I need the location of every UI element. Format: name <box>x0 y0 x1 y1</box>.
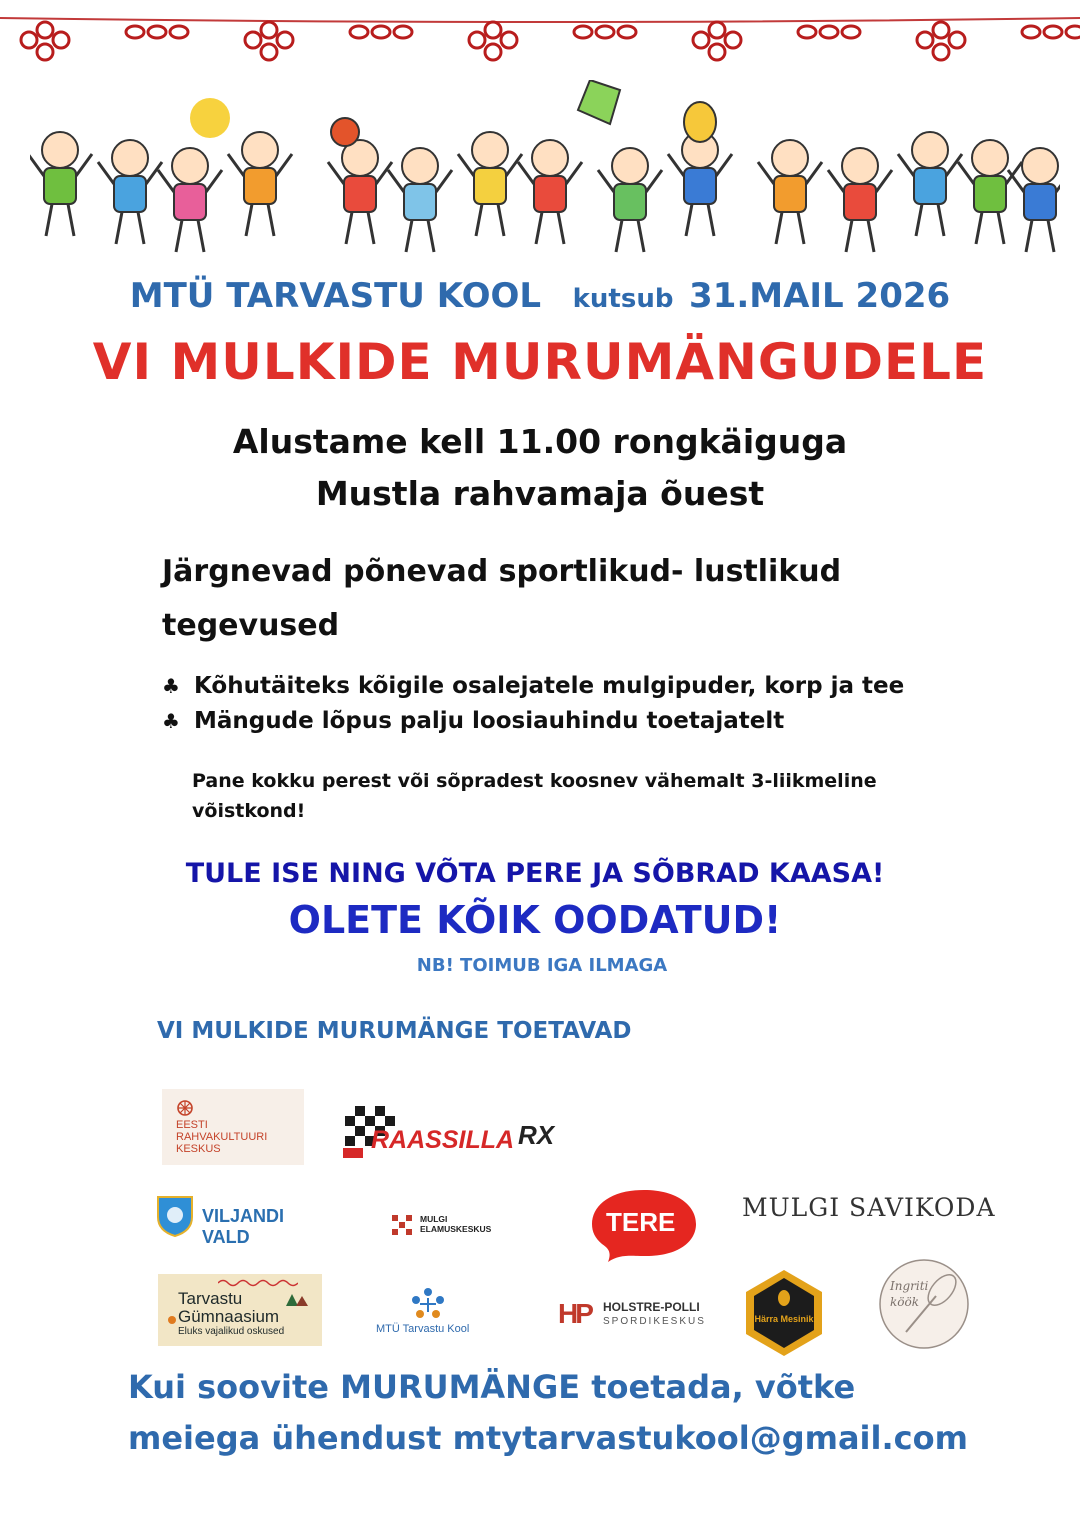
garland-ornament <box>917 22 965 60</box>
logo-text: ELAMUSKESKUS <box>420 1224 492 1234</box>
garland-ornament <box>798 26 860 38</box>
garland-ornament <box>126 26 188 38</box>
invites-word: kutsub <box>572 284 674 314</box>
start-time-line: Alustame kell 11.00 rongkäiguga <box>232 422 848 461</box>
logo-text: TERE <box>606 1207 676 1237</box>
logo-text: köök <box>890 1295 919 1309</box>
garland-ornament <box>245 22 293 60</box>
cartoon-kid <box>30 132 92 236</box>
logo-harra-mesinik <box>744 1268 824 1358</box>
list-item-text: Mängude lõpus palju loosiauhindu toetajatelt <box>194 708 785 734</box>
logo-text: MULGI <box>420 1214 448 1224</box>
cartoon-kid <box>1008 148 1060 252</box>
logo-mulgi-savikoda: MULGI SAVIKODA <box>742 1193 996 1222</box>
balloon-icon <box>684 102 716 142</box>
cartoon-kid <box>388 148 452 252</box>
logo-tere <box>590 1186 698 1266</box>
logo-mark: HP <box>558 1298 591 1329</box>
logo-raassilla-rx <box>343 1102 558 1162</box>
logo-text: VILJANDI VALD <box>202 1206 285 1247</box>
weather-note: NB! TOIMUB IGA ILMAGA <box>416 955 668 976</box>
logo-mulgi-elamuskeskus <box>388 1209 528 1243</box>
logo-holstre-polli <box>558 1296 718 1336</box>
logo-text: Härra Mesinik <box>754 1314 814 1324</box>
garland-ornament <box>469 22 517 60</box>
logo-text: Gümnaasium <box>178 1307 280 1326</box>
club-bullet-icon: ♣ <box>162 674 180 698</box>
event-headline: VI MULKIDE MURUMÄNGUDELE <box>92 333 988 391</box>
list-item <box>162 708 784 734</box>
logo-text: EESTI <box>176 1119 208 1131</box>
logo-text: RAHVAKULTUURI <box>176 1131 268 1143</box>
cartoon-kid <box>828 148 892 252</box>
logo-text: Tarvastu <box>178 1289 243 1308</box>
contact-line: meiega ühendust mtytarvastukool@gmail.com <box>128 1419 968 1457</box>
logo-text: Ingriti <box>890 1279 929 1293</box>
organizer-line <box>0 276 1080 316</box>
cartoon-kid <box>98 140 162 244</box>
garland-ornament <box>1022 26 1080 38</box>
team-note: Pane kokku perest või sõpradest koosnev vähemalt 3-liikmeline võistkond! <box>192 770 877 822</box>
coat-of-arms-icon <box>156 1195 194 1237</box>
ornament-icon <box>388 1211 416 1239</box>
logo-ingriti-kook <box>876 1256 972 1352</box>
logo-text: RX <box>518 1120 555 1150</box>
contact-info <box>128 1362 1028 1464</box>
kite-icon <box>578 80 620 124</box>
sun-icon <box>166 1314 178 1326</box>
logo-viljandi-vald <box>156 1195 321 1247</box>
wheel-icon <box>176 1099 194 1117</box>
logo-text: MTÜ Tarvastu Kool <box>376 1323 470 1335</box>
garland-ornament <box>21 22 69 60</box>
start-place-line: Mustla rahvamaja õuest <box>315 474 765 513</box>
welcome-message: OLETE KÕIK OODATUD! <box>288 898 782 942</box>
people-star-icon <box>406 1286 450 1322</box>
cartoon-kid <box>228 132 292 236</box>
kids-illustration <box>30 80 1060 270</box>
garland-decoration <box>0 0 1080 70</box>
tree-icon <box>284 1292 308 1308</box>
logo-text: RAASSILLA <box>371 1126 515 1154</box>
garland-ornament <box>693 22 741 60</box>
event-date: 31.MAIL 2026 <box>689 276 951 316</box>
activities-intro: Järgnevad põnevad sportlikud- lustlikud tegevused <box>162 554 842 643</box>
garland-ornament <box>574 26 636 38</box>
organizer-name: MTÜ TARVASTU KOOL <box>129 276 542 316</box>
cartoon-kid <box>898 132 962 236</box>
logo-tarvastu-gumnaasium <box>158 1274 322 1346</box>
cartoon-kid <box>328 140 392 244</box>
come-along-call: TULE ISE NING VÕTA PERE JA SÕBRAD KAASA! <box>185 858 885 889</box>
logo-eesti-rahvakultuuri-keskus <box>162 1089 304 1165</box>
list-item <box>162 673 904 699</box>
logo-text: SPORDIKESKUS <box>603 1316 706 1327</box>
sun-icon <box>190 98 230 138</box>
honeycomb-icon <box>744 1268 824 1358</box>
contact-line: Kui soovite MURUMÄNGE toetada, võtke <box>128 1368 856 1406</box>
logo-text: KESKUS <box>176 1143 221 1155</box>
wave-icon <box>218 1278 298 1288</box>
supporters-title: VI MULKIDE MURUMÄNGE TOETAVAD <box>157 1018 632 1044</box>
cartoon-kid <box>958 140 1022 244</box>
cartoon-kid <box>518 140 582 244</box>
logo-mty-tarvastu-kool <box>376 1286 486 1342</box>
list-item-text: Kõhutäiteks kõigile osalejatele mulgipuder, korp ja tee <box>194 673 905 699</box>
club-bullet-icon: ♣ <box>162 709 180 733</box>
cartoon-kid <box>668 132 732 236</box>
cartoon-kid <box>458 132 522 236</box>
cartoon-kid <box>598 148 662 252</box>
cartoon-kid <box>758 140 822 244</box>
logo-text: HOLSTRE-POLLI <box>603 1300 700 1314</box>
cartoon-kid <box>158 148 222 252</box>
logo-text: Eluks vajalikud oskused <box>178 1326 285 1337</box>
ball-icon <box>331 118 359 146</box>
garland-ornament <box>350 26 412 38</box>
